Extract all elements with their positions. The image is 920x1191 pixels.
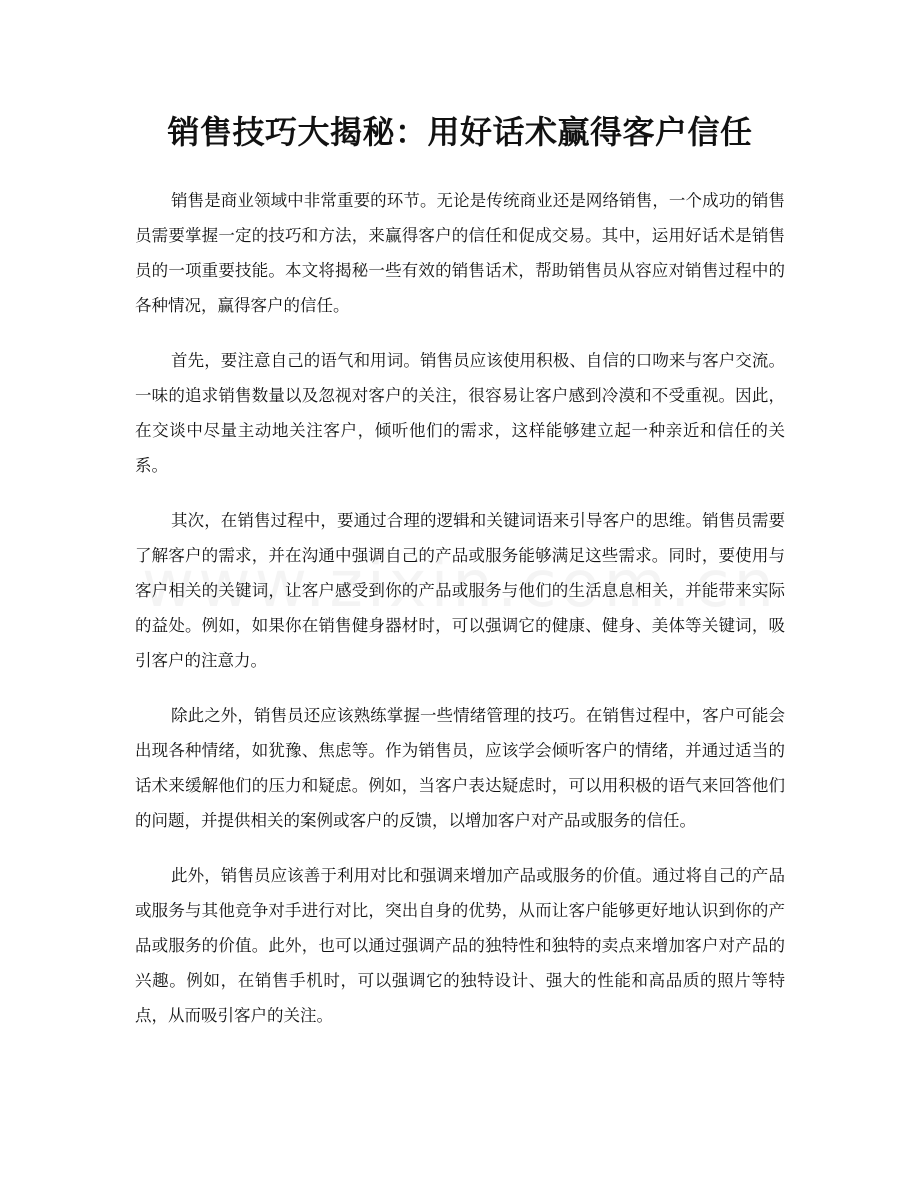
paragraph-1: 销售是商业领域中非常重要的环节。无论是传统商业还是网络销售，一个成功的销售员需要掌握一定的技巧和方法，来赢得客户的信任和促成交易。其中，运用好话术是销售员的一项重要技能。本文将揭秘一些有效的销售话术，帮助销售员从容应对销售过程中的各种情况，赢得客户的信任。 — [135, 191, 785, 315]
paragraph-2: 首先，要注意自己的语气和用词。销售员应该使用积极、自信的口吻来与客户交流。一味的追求销售数量以及忽视对客户的关注，很容易让客户感到冷漠和不受重视。因此，在交谈中尽量主动地关注客户，倾听他们的需求，这样能够建立起一种亲近和信任的关系。 — [135, 351, 785, 475]
paragraph-3: 其次，在销售过程中，要通过合理的逻辑和关键词语来引导客户的思维。销售员需要了解客户的需求，并在沟通中强调自己的产品或服务能够满足这些需求。同时，要使用与客户相关的关键词，让客户感受到你的产品或服务与他们的生活息息相关，并能带来实际的益处。例如，如果你在销售健身器材时，可以强调它的健康、健身、美体等关键词，吸引客户的注意力。 — [135, 511, 785, 670]
paragraph-5: 此外，销售员应该善于利用对比和强调来增加产品或服务的价值。通过将自己的产品或服务与其他竞争对手进行对比，突出自身的优势，从而让客户能够更好地认识到你的产品或服务的价值。此外，也可以通过强调产品的独特性和独特的卖点来增加客户对产品的兴趣。例如，在销售手机时，可以强调它的独特设计、强大的性能和高品质的照片等特点，从而吸引客户的关注。 — [135, 866, 785, 1025]
document-body — [135, 183, 785, 1053]
page-title: 销售技巧大揭秘：用好话术赢得客户信任 — [167, 113, 753, 151]
paragraph-4: 除此之外，销售员还应该熟练掌握一些情绪管理的技巧。在销售过程中，客户可能会出现各种情绪，如犹豫、焦虑等。作为销售员，应该学会倾听客户的情绪，并通过适当的话术来缓解他们的压力和疑虑。例如，当客户表达疑虑时，可以用积极的语气来回答他们的问题，并提供相关的案例或客户的反馈，以增加客户对产品或服务的信任。 — [135, 706, 785, 830]
